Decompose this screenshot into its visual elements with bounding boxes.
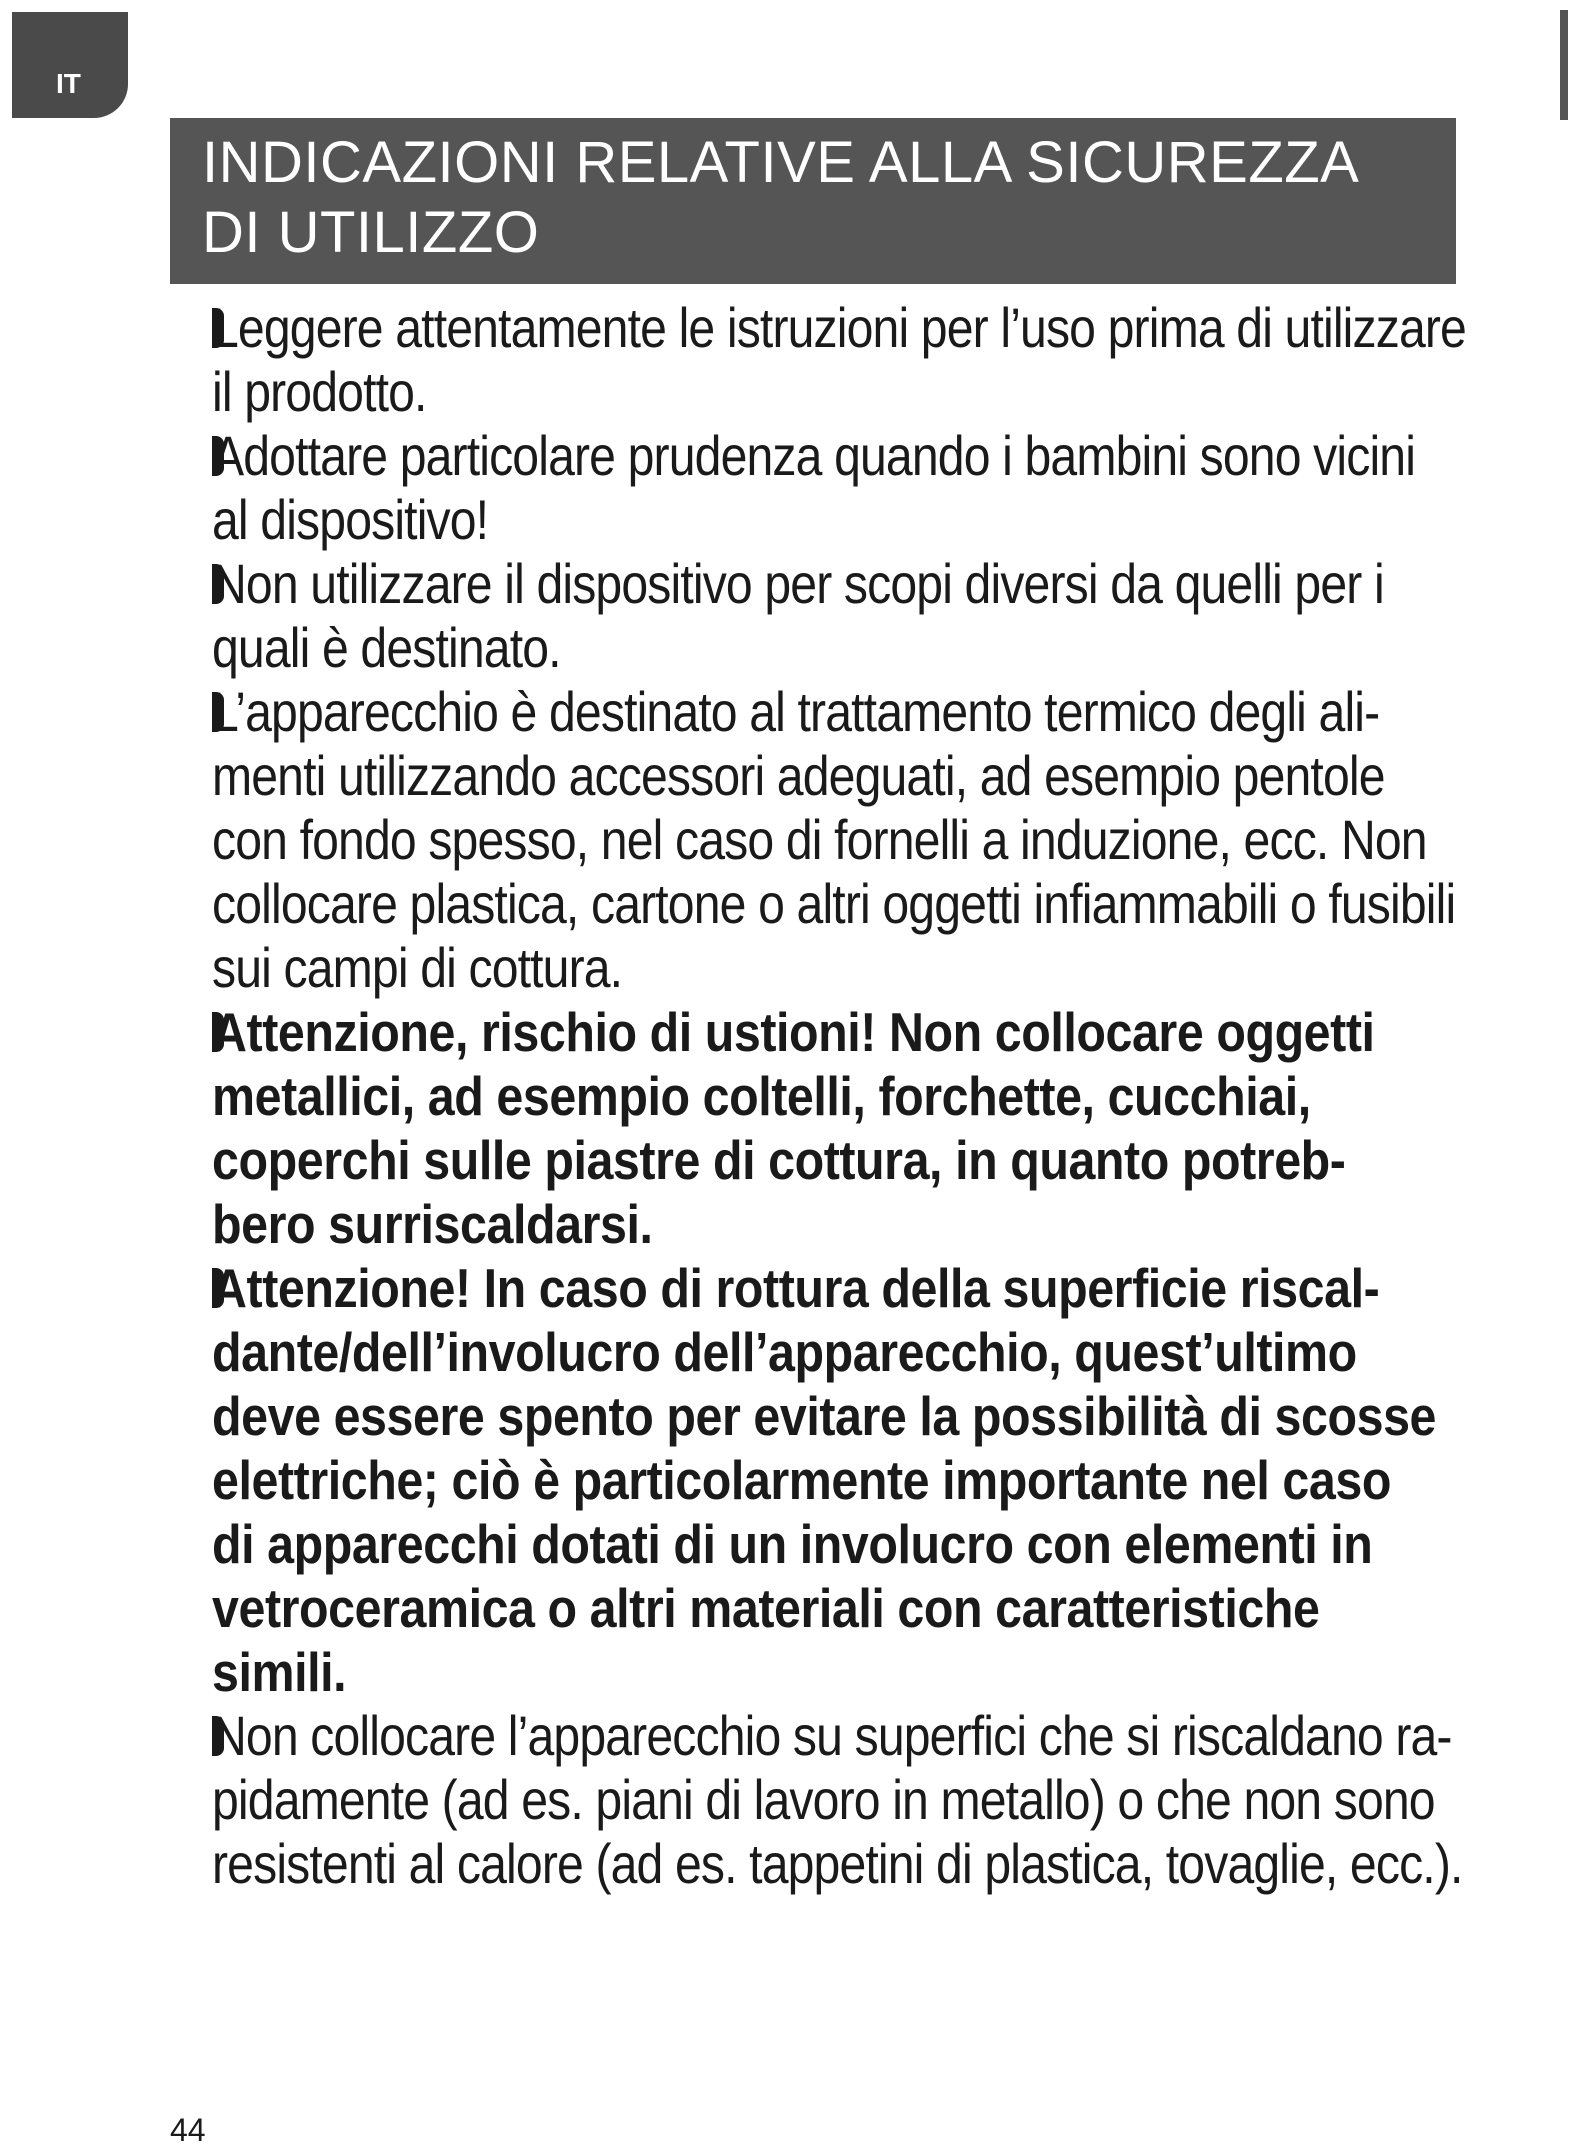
paragraph-line: il prodotto. [212,360,427,423]
language-label: IT [56,68,81,99]
safety-instructions [212,296,1512,1896]
paragraph-line: deve essere spento per evitare la possibilità di scosse [212,1385,1437,1447]
page-edge-mark [1560,10,1568,120]
paragraph-line: Non utilizzare il dispositivo per scopi diversi da quelli per i [212,552,1384,615]
paragraph-line: Attenzione! In caso di rottura della superficie riscal- [212,1257,1380,1319]
paragraph-line: vetroceramica o altri materiali con caratteristiche [212,1577,1320,1639]
paragraph-line: Adottare particolare prudenza quando i bambini sono vicini [212,424,1416,487]
paragraph-line: resistenti al calore (ad es. tappetini di plastica, tovaglie, ecc.). [212,1832,1463,1895]
paragraph-line: pidamente (ad es. piani di lavoro in metallo) o che non sono [212,1768,1435,1831]
paragraph-line: Leggere attentamente le istruzioni per l’uso prima di utilizzare [212,296,1466,359]
instruction-paragraph [212,424,1512,552]
section-title-line: INDICAZIONI RELATIVE ALLA SICUREZZA [202,130,1360,195]
paragraph-line: metallici, ad esempio coltelli, forchette, cucchiai, [212,1065,1311,1127]
warning-paragraph [212,1000,1512,1256]
paragraph-line: coperchi sulle piastre di cottura, in quanto potreb- [212,1129,1346,1191]
paragraph-line: Attenzione, rischio di ustioni! Non collocare oggetti [212,1001,1375,1063]
language-tab [12,12,128,118]
paragraph-line: di apparecchi dotati di un involucro con elementi in [212,1513,1373,1575]
section-title-line: DI UTILIZZO [202,200,540,265]
warning-paragraph [212,1256,1512,1704]
instruction-paragraph [212,552,1512,680]
section-title-bar [170,118,1456,284]
paragraph-line: bero surriscaldarsi. [212,1193,653,1255]
paragraph-line: collocare plastica, cartone o altri oggetti infiammabili o fusibili [212,872,1456,935]
page-number: 44 [170,2112,206,2148]
instruction-paragraph [212,296,1512,424]
paragraph-line: al dispositivo! [212,488,489,551]
instruction-paragraph [212,680,1512,1000]
paragraph-line: menti utilizzando accessori adeguati, ad esempio pentole [212,744,1385,807]
paragraph-line: L’apparecchio è destinato al trattamento termico degli ali- [212,680,1380,743]
instruction-paragraph [212,1704,1512,1896]
paragraph-line: elettriche; ciò è particolarmente importante nel caso [212,1449,1391,1511]
paragraph-line: con fondo spesso, nel caso di fornelli a induzione, ecc. Non [212,808,1427,871]
paragraph-line: quali è destinato. [212,616,561,679]
paragraph-line: sui campi di cottura. [212,936,623,999]
paragraph-line: simili. [212,1641,347,1703]
paragraph-line: dante/dell’involucro dell’apparecchio, quest’ultimo [212,1321,1357,1383]
paragraph-line: Non collocare l’apparecchio su superfici che si riscaldano ra- [212,1704,1452,1767]
